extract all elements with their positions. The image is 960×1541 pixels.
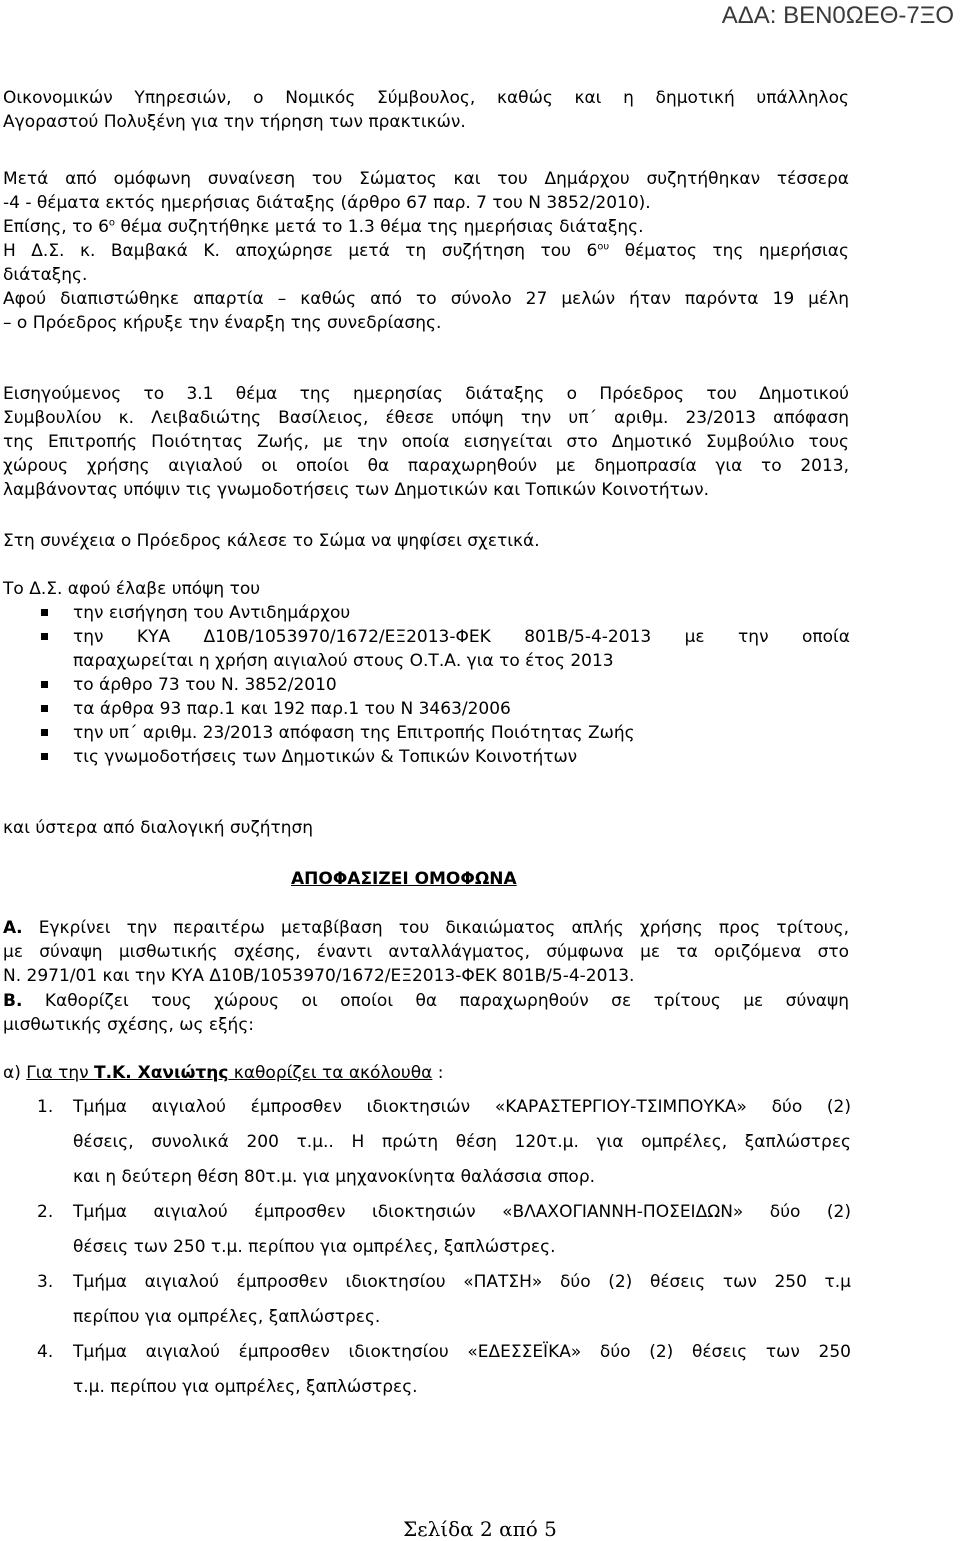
text-line: της Επιτροπής Ποιότητας Ζωής, με την οποία εισηγείται στο Δημοτικό Συμβούλιο τους (3, 432, 849, 452)
square-bullet-icon (41, 705, 48, 712)
square-bullet-icon (41, 753, 48, 760)
text-line: Στη συνέχεια ο Πρόεδρος κάλεσε το Σώμα να ψηφίσει σχετικά. (3, 531, 540, 551)
text-line: Επίσης, το $6^o$ θέμα συζητήθηκε μετά το 1.3 θέμα της ημερήσιας διάταξης. (3, 217, 644, 237)
text-line: Ν. 2971/01 και την ΚΥΑ Δ10Β/1053970/1672/ΕΞ2013-ΦΕΚ 801Β/5-4-2013. (3, 966, 635, 986)
list-item: το άρθρο 73 του Ν. 3852/2010 (40, 673, 850, 697)
paragraph-decision-b (3, 989, 849, 1037)
text-line: Εισηγούμενος το 3.1 θέμα της ημερησίας διάταξης ο Πρόεδρος του Δημοτικού (3, 384, 849, 404)
text-line: με σύναψη μισθωτικής σχέσης, έναντι ανταλλάγματος, σύμφωνα με τα οριζόμενα στο (3, 942, 849, 962)
text-line: -4 - θέματα εκτός ημερήσιας διάταξης (άρθρο 67 παρ. 7 του Ν 3852/2010). (3, 193, 651, 213)
text-line: Η Δ.Σ. κ. Βαμβακά Κ. αποχώρησε μετά τη συζήτηση του $6^{o\upsilon}$ θέματος της ημερήσιας (3, 241, 849, 261)
text-line: Αγοραστού Πολυξένη για την τήρηση των πρακτικών. (3, 112, 466, 132)
text-line: Οικονομικών Υπηρεσιών, ο Νομικός Σύμβουλος, καθώς και η δημοτική υπάλληλος (3, 88, 849, 108)
list-item: τα άρθρα 93 παρ.1 και 192 παρ.1 του Ν 3463/2006 (40, 697, 850, 721)
text-line: Μετά από ομόφωνη συναίνεση του Σώματος και του Δημάρχου συζητήθηκαν τέσσερα (3, 169, 849, 189)
paragraph-attendees (3, 86, 849, 134)
paragraph-section-a (3, 1061, 849, 1085)
list-item: 2. Τμήμα αιγιαλού έμπροσθεν ιδιοκτησιών «ΒΛΑΧΟΓΙΑΝΝΗ-ΠΟΣΕΙΔΩΝ» δύο (2) θέσεις των 250 τ.μ. περίπου για ομπρέλες, ξαπλώστρες. (37, 1202, 851, 1257)
decision-title: ΑΠΟΦΑΣΙΖΕΙ ΟΜΟΦΩΝΑ (291, 869, 517, 889)
text-line: λαμβάνοντας υπόψιν τις γνωμοδοτήσεις των Δημοτικών και Τοπικών Κοινοτήτων. (3, 480, 709, 500)
square-bullet-icon (41, 633, 48, 640)
text-line: α) Για την Τ.Κ. Χανιώτης καθορίζει τα ακόλουθα : (3, 1063, 444, 1083)
list-item: 1. Τμήμα αιγιαλού έμπροσθεν ιδιοκτησιών «ΚΑΡΑΣΤΕΡΓΙΟΥ-ΤΣΙΜΠΟΥΚΑ» δύο (2) θέσεις, συνολικά 200 τ.μ.. Η πρώτη θέση 120τ.μ. για ομπρέλες, ξαπλώστρες και η δεύτερη θέση 80τ.μ. για μηχανοκίνητα θαλάσσια σπορ. (37, 1097, 851, 1187)
square-bullet-icon (41, 681, 48, 688)
text-line: Συμβουλίου κ. Λειβαδιώτης Βασίλειος, έθεσε υπόψη την υπ΄ αριθμ. 23/2013 απόφαση (3, 408, 849, 428)
ada-code: ΑΔΑ: ΒΕΝ0ΩΕΘ-7ΞΟ (721, 2, 954, 29)
beach-sections-list (37, 1090, 851, 1405)
square-bullet-icon (41, 609, 48, 616)
list-item: την υπ΄ αριθμ. 23/2013 απόφαση της Επιτροπής Ποιότητας Ζωής (40, 721, 850, 745)
text-line: – ο Πρόεδρος κήρυξε την έναρξη της συνεδρίασης. (3, 313, 442, 333)
text-line: και ύστερα από διαλογική συζήτηση (3, 818, 314, 838)
square-bullet-icon (41, 729, 48, 736)
text-line: Αφού διαπιστώθηκε απαρτία – καθώς από το σύνολο 27 μελών ήταν παρόντα 19 μέλη (3, 289, 849, 309)
list-item: 3. Τμήμα αιγιαλού έμπροσθεν ιδιοκτησίου «ΠΑΤΣΗ» δύο (2) θέσεις των 250 τ.μ περίπου για ομπρέλες, ξαπλώστρες. (37, 1272, 851, 1327)
text-line: Το Δ.Σ. αφού έλαβε υπόψη του (3, 579, 261, 599)
list-item: την εισήγηση του Αντιδημάρχου (40, 601, 850, 625)
list-item: την ΚΥΑ Δ10Β/1053970/1672/ΕΞ2013-ΦΕΚ 801Β/5-4-2013 με την οποία παραχωρείται η χρήση αιγιαλού στους Ο.Τ.Α. για το έτος 2013 (40, 625, 850, 673)
paragraph-council-considering (3, 577, 849, 601)
paragraph-decision-a (3, 916, 849, 988)
paragraph-vote-call (3, 529, 849, 553)
text-line: χώρους χρήσης αιγιαλού οι οποίοι θα παραχωρηθούν με δημοπρασία για το 2013, (3, 456, 849, 476)
considerations-list (40, 601, 850, 769)
list-item: 4. Τμήμα αιγιαλού έμπροσθεν ιδιοκτησίου «ΕΔΕΣΣΕΪΚΑ» δύο (2) θέσεις των 250 τ.μ. περίπου για ομπρέλες, ξαπλώστρες. (37, 1342, 851, 1397)
page-number: Σελίδα 2 από 5 (403, 1517, 557, 1541)
paragraph-after-discussion (3, 816, 849, 840)
text-line: Β. Καθορίζει τους χώρους οι οποίοι θα παραχωρηθούν σε τρίτους με σύναψη (3, 991, 849, 1011)
paragraph-proposal (3, 382, 849, 502)
paragraph-agenda (3, 167, 849, 335)
text-line: μισθωτικής σχέσης, ως εξής: (3, 1015, 255, 1035)
list-item: τις γνωμοδοτήσεις των Δημοτικών & Τοπικών Κοινοτήτων (40, 745, 850, 769)
text-line: διάταξης. (3, 265, 88, 285)
text-line: Α. Εγκρίνει την περαιτέρω μεταβίβαση του δικαιώματος απλής χρήσης προς τρίτους, (3, 918, 849, 938)
